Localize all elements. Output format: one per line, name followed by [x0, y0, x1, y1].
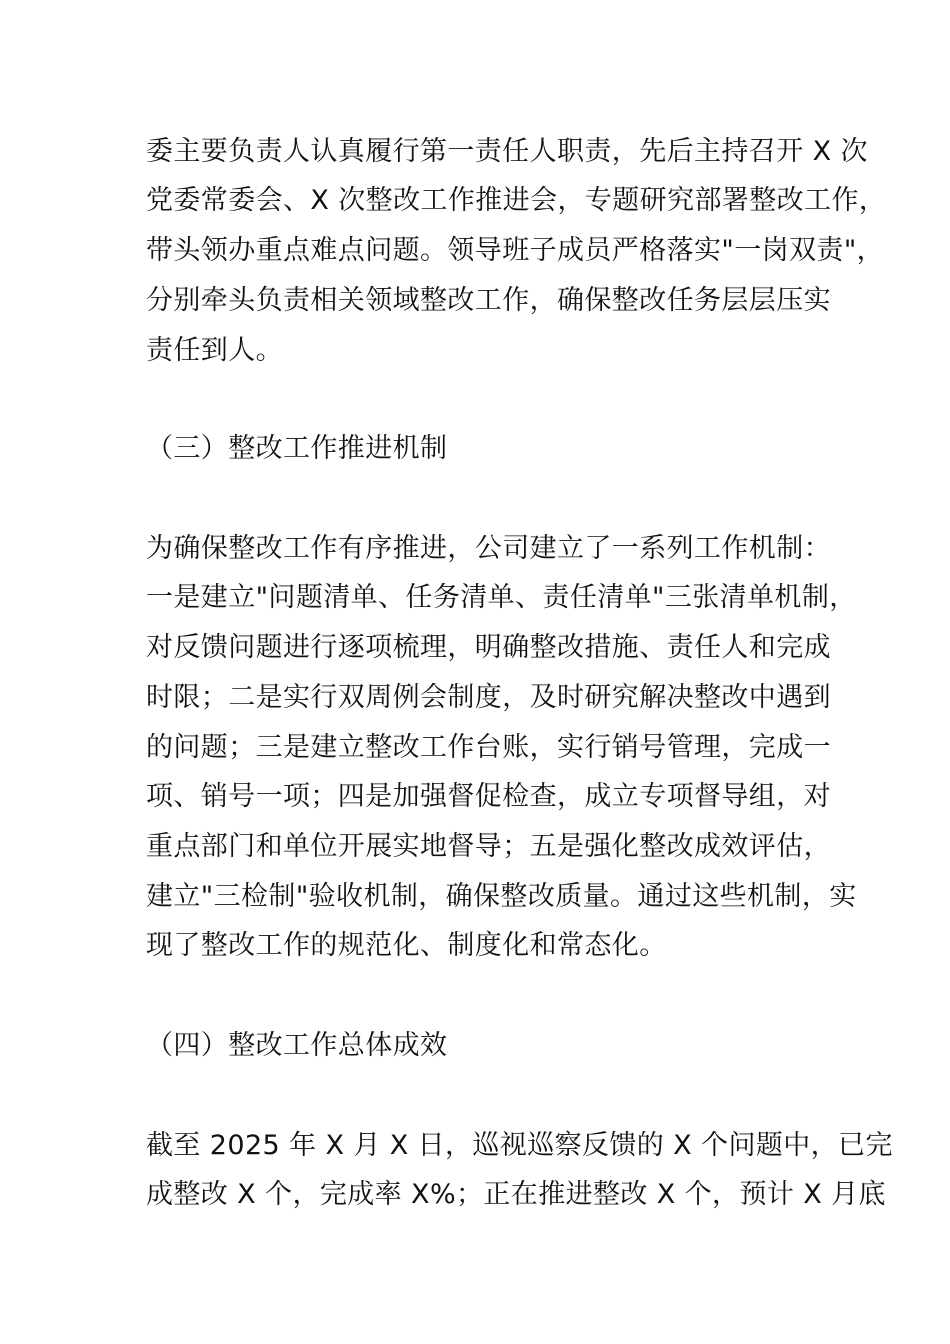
paragraph-2-line-1: 为确保整改工作有序推进，公司建立了一系列工作机制： [146, 533, 831, 564]
paragraph-1-line-2: 党委常委会、X 次整改工作推进会，专题研究部署整改工作， [146, 185, 887, 216]
paragraph-2-line-2: 一是建立"问题清单、任务清单、责任清单"三张清单机制， [146, 582, 857, 613]
paragraph-1-line-1: 委主要负责人认真履行第一责任人职责，先后主持召开 X 次 [146, 136, 868, 167]
paragraph-2-line-3: 对反馈问题进行逐项梳理，明确整改措施、责任人和完成 [146, 632, 831, 663]
paragraph-3-line-2: 成整改 X 个，完成率 X%；正在推进整改 X 个，预计 X 月底 [146, 1179, 886, 1210]
paragraph-2-line-7: 重点部门和单位开展实地督导；五是强化整改成效评估， [146, 831, 831, 862]
paragraph-2-line-8: 建立"三检制"验收机制，确保整改质量。通过这些机制，实 [146, 881, 857, 912]
paragraph-2-line-6: 项、销号一项；四是加强督促检查，成立专项督导组，对 [146, 781, 831, 812]
paragraph-2-line-4: 时限；二是实行双周例会制度，及时研究解决整改中遇到 [146, 682, 831, 713]
paragraph-1-line-3: 带头领办重点难点问题。领导班子成员严格落实"一岗双责"， [146, 235, 885, 266]
section-heading-4: （四）整改工作总体成效 [146, 1030, 448, 1061]
paragraph-1-line-5: 责任到人。 [146, 335, 283, 366]
section-heading-3: （三）整改工作推进机制 [146, 433, 448, 464]
paragraph-2-line-5: 的问题；三是建立整改工作台账，实行销号管理，完成一 [146, 732, 831, 763]
paragraph-1-line-4: 分别牵头负责相关领域整改工作，确保整改任务层层压实 [146, 285, 831, 316]
paragraph-2-line-9: 现了整改工作的规范化、制度化和常态化。 [146, 930, 667, 961]
paragraph-3-line-1: 截至 2025 年 X 月 X 日，巡视巡察反馈的 X 个问题中，已完 [146, 1130, 893, 1161]
